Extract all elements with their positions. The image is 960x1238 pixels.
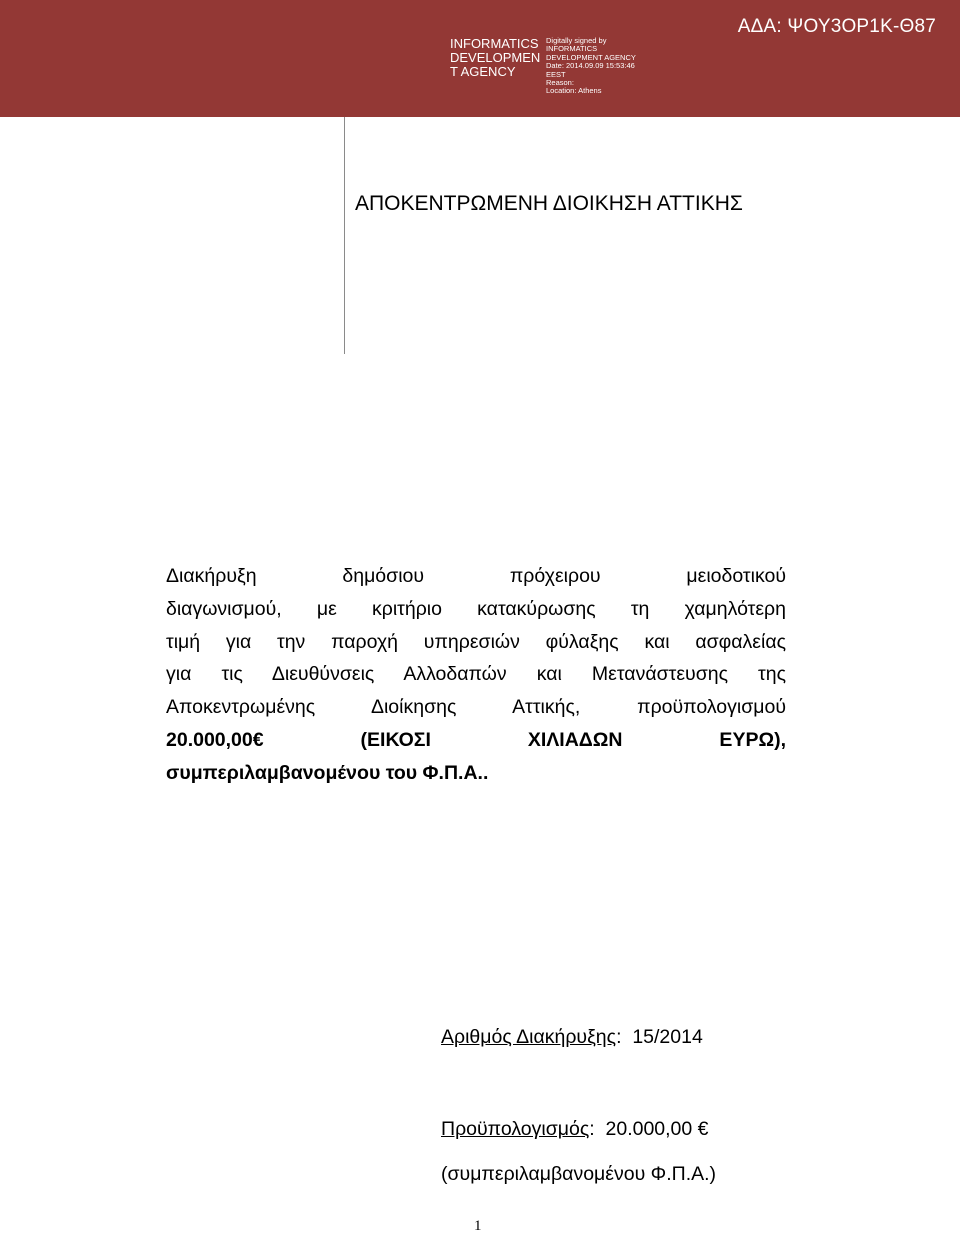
signature-line: Location: Athens [546,86,602,96]
budget-row: Προϋπολογισμός: 20.000,00 € [441,1118,709,1140]
digital-signature-block [450,37,640,97]
proclamation-line: Αποκεντρωμένης Διοίκησης Αττικής, προϋπολογισμού [166,696,786,719]
proclamation-line: Διακήρυξη δημόσιου πρόχειρου μειοδοτικού [166,565,786,587]
proclamation-line: 20.000,00€ (ΕΙΚΟΣΙ ΧΙΛΙΑΔΩΝ ΕΥΡΩ), [166,728,786,751]
signature-line: EEST [546,69,566,79]
budget-label: Προϋπολογισμός [441,1118,590,1140]
proclamation-line: τιμή για την παροχή υπηρεσιών φύλαξης και ασφαλείας [166,630,786,653]
signature-line: Digitally signed by [546,36,607,45]
signature-line: Date: 2014.09.09 15:53:46 [546,61,635,71]
proclamation-line: διαγωνισμού, με κριτήριο κατακύρωσης τη χαμηλότερη [166,597,786,620]
signature-line: Reason: [546,78,574,88]
margin-line [344,117,345,354]
proclamation-line: για τις Διευθύνσεις Αλλοδαπών και Μετανάστευσης της [166,663,786,686]
proclamation-number-value: 15/2014 [632,1026,703,1048]
budget-note: (συμπεριλαμβανομένου Φ.Π.Α.) [441,1163,717,1185]
page-number: 1 [474,1218,482,1234]
signature-line: INFORMATICS [546,44,598,54]
ada-code: ΑΔΑ: ΨΟΥ3ΟΡ1Κ-Θ87 [737,16,936,37]
signature-signer-name: INFORMATICS DEVELOPMEN T AGENCY [450,36,541,79]
proclamation-text [166,560,786,790]
signature-details [546,37,656,96]
budget-value: 20.000,00 € [605,1118,709,1140]
proclamation-line: συμπεριλαμβανομένου του Φ.Π.Α.. [166,761,489,784]
signature-line: DEVELOPMENT AGENCY [546,52,636,62]
header-bar [0,0,960,117]
proclamation-number-label: Αριθμός Διακήρυξης [441,1026,617,1048]
proclamation-number-row: Αριθμός Διακήρυξης: 15/2014 [441,1026,703,1048]
organization-title: ΑΠΟΚΕΝΤΡΩΜΕΝΗ ΔΙΟΙΚΗΣΗ ΑΤΤΙΚΗΣ [355,192,743,215]
